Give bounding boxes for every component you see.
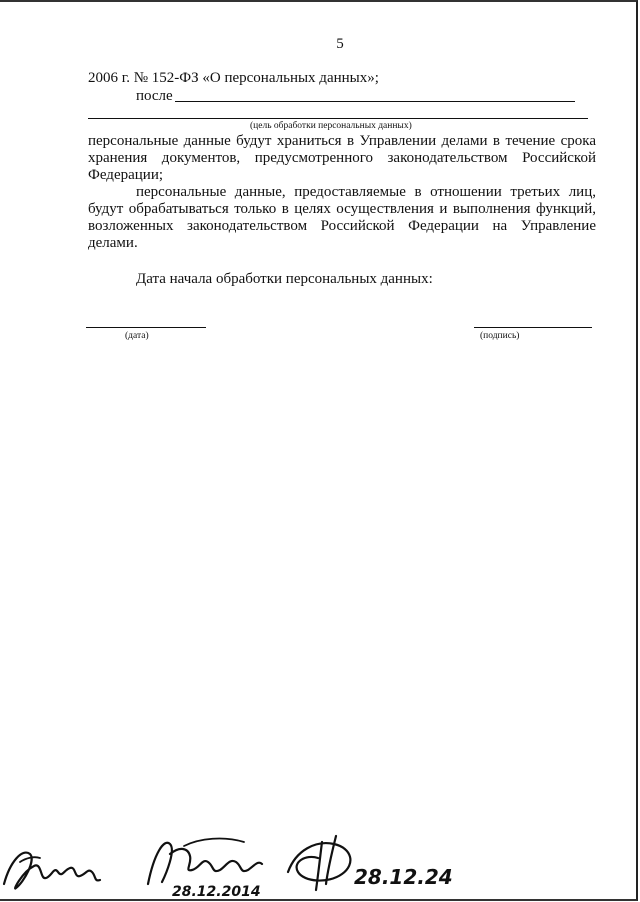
signature-caption: (подпись) bbox=[480, 331, 520, 341]
handwritten-date-2: 28.12.24 bbox=[354, 865, 453, 889]
law-reference-line: 2006 г. № 152-ФЗ «О персональных данных»; bbox=[88, 70, 379, 86]
signature-1-image bbox=[0, 832, 110, 902]
date-blank-line[interactable] bbox=[86, 327, 206, 328]
start-date-label: Дата начала обработки персональных данных: bbox=[136, 271, 433, 287]
signature-3-image bbox=[282, 828, 362, 898]
storage-paragraph: персональные данные будут храниться в Управлении делами в течение срока хранения документов, предусмотренного законодательством Российской Федерации; bbox=[88, 133, 596, 183]
signature-2-image bbox=[140, 824, 270, 901]
date-caption: (дата) bbox=[125, 331, 149, 341]
after-label: после bbox=[136, 88, 173, 104]
date-2-image bbox=[352, 860, 462, 896]
purpose-caption: (цель обработки персональных данных) bbox=[250, 121, 412, 131]
handwritten-date-1: 28.12.2014 bbox=[172, 884, 261, 900]
purpose-blank-line[interactable] bbox=[88, 118, 588, 119]
after-blank-line[interactable] bbox=[175, 101, 575, 102]
signature-blank-line[interactable] bbox=[474, 327, 592, 328]
handwritten-signatures bbox=[0, 820, 640, 901]
page-number: 5 bbox=[336, 36, 344, 52]
third-party-paragraph: персональные данные, предоставляемые в отношении третьих лиц, будут обрабатываться только в целях осуществления и выполнения функций, возложенных законодательством Российской Федерации на Управление делами. bbox=[88, 184, 596, 251]
